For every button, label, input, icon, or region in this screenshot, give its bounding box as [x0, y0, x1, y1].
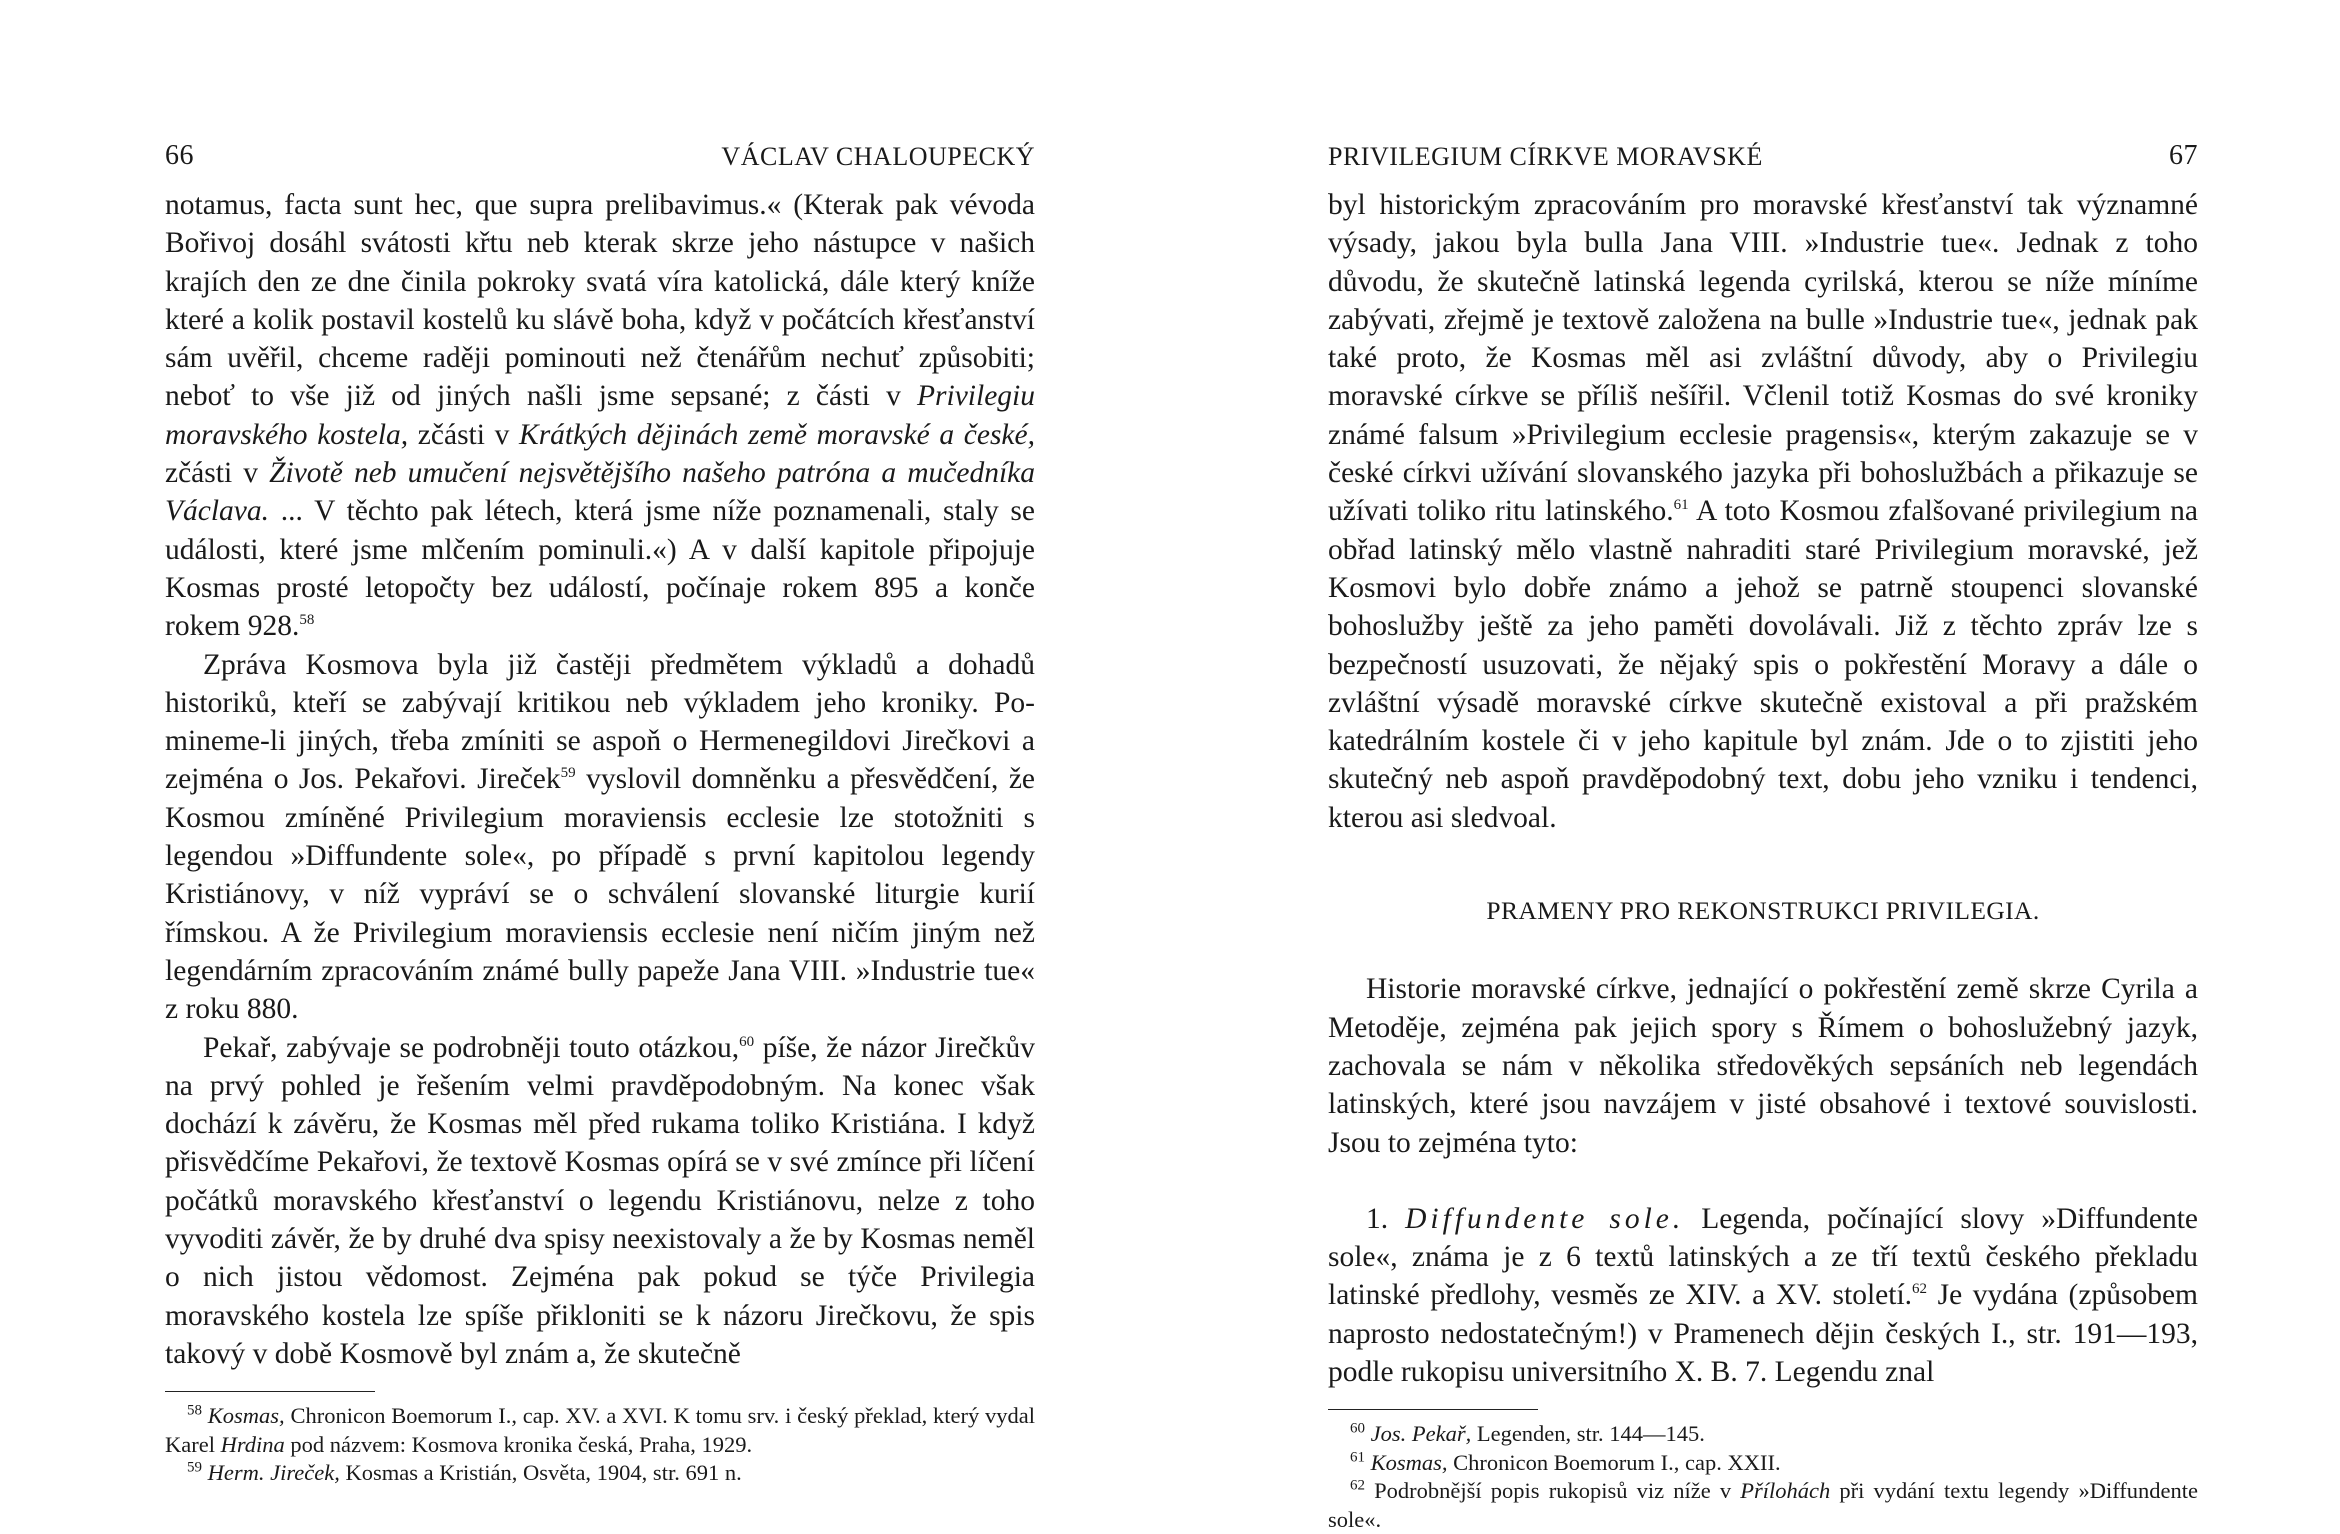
footnote-marker: 58 — [299, 612, 315, 629]
footnote-marker: 61 — [1350, 1449, 1365, 1466]
italic-text: Přílohách — [1740, 1478, 1831, 1504]
italic-text: Krátkých dějinách země moravské a české, — [519, 418, 1035, 451]
text-run: notamus, facta sunt hec, que supra prelibavimus.« (Kterak pak vévoda Bořivoj dosáhl svátosti křtu neb kterak skrze jeho nástupce v našich krajích den ze dne činila pokroky svatá víra katolická, dále který kníže které a kolik postavil kostelů ku slávě boha, když v počátcích křesťanství sám uvěřil, chceme raději pominouti než čtenářům nechuť způsobiti; neboť to vše již od jiných našli jsme sepsané; z části v — [165, 189, 1035, 413]
footnote — [1328, 1449, 2198, 1478]
running-head — [165, 140, 1035, 180]
paragraph — [1328, 1200, 2198, 1391]
text-run: Pekař, zabývaje se podrobněji touto otázkou, — [203, 1031, 740, 1064]
text-run: Zpráva Kosmova byla již častěji předmětem výkladů a dohadů historiků, kteří se zabývají kritikou neb výkladem jeho kroniky. Pomineme-li jiných, třeba zmíniti se aspoň o Hermenegildovi Jirečkovi a zejména o Jos. Pekařovi. Jireček — [165, 648, 1035, 796]
footnotes — [165, 1402, 1035, 1488]
footnote-marker: 58 — [187, 1402, 202, 1419]
running-head — [1328, 140, 2198, 180]
text-run: vyslovil domněnku a přesvědčení, že Kosmou zmíněné Privilegium moraviensis ecclesie lze stotožniti s legendou »Diffundente sole«, po případě s první kapitolou legendy Kristiánovy, v níž vypráví se o schválení slovanské liturgie kurií římskou. A že Privilegium moraviensis ecclesie není ničím jiným než legendárním zpracováním známé bully papeže Jana VIII. »Industrie tue« z roku 880. — [165, 763, 1036, 1026]
text-run: Legenda, počínající slovy »Diffundente sole«, známa je z 6 textů latinských a ze tří textů českého překladu latinské předlohy, vesměs ze XIV. a XV. století. — [1328, 1202, 2199, 1312]
text-run: Chronicon Boemorum I., cap. XV. a XVI. K tomu srv. i český překlad, který vydal Karel — [165, 1403, 1035, 1457]
right-page — [1170, 0, 2340, 1532]
right-page-content — [1328, 140, 2198, 1534]
body-text — [1328, 186, 2198, 1391]
text-run: Historie moravské církve, jednající o pokřestění země skrze Cyrila a Metoděje, zejména pak jejich spory s Římem o bohoslužebný jazyk, zachovala se nám v několika středověkých sepsáních neb legendách latinských, které jsou navzájem v jisté obsahové i textové souvislosti. Jsou to zejména tyto: — [1328, 973, 2198, 1159]
footnote-marker: 60 — [739, 1033, 755, 1050]
text-run: Legenden, str. 144—145. — [1471, 1421, 1705, 1447]
text-run: A toto Kosmou zfalšované privilegium na obřad latinský mělo vlastně nahraditi staré Privilegium moravské, jež Kosmovi bylo dobře známo a jehož se patrně stoupenci slovanské bohoslužby ještě za jeho paměti dovolávali. Již z těchto zpráv lze s bezpečností usuzovati, že nějaký spis o pokřestění Moravy a dále o zvláštní výsadě moravské církve skutečně existoval a při pražském katedrálním kostele či v jeho kapitule byl znám. Jde o to zjistiti jeho skutečný neb aspoň pravděpodobný text, dobu jeho vzniku i tendenci, kterou asi sledvoal. — [1328, 495, 2198, 834]
italic-text: Životě neb umučení nejsvětějšího našeho patróna a mučedníka Václava. — [165, 457, 1035, 528]
footnote-marker: 59 — [187, 1459, 202, 1476]
text-run: píše, že názor Jirečkův na prvý pohled je řešením velmi pravděpodobným. Na konec však dochází k závěru, že Kosmas měl před rukama toliko Kristiána. I když přisvědčíme Pekařovi, že textově Kosmas opírá se v své zmínce při líčení počátků moravského křesťanství o legendu Kristiánovu, nelze z toho vyvoditi závěr, že by druhé dva spisy neexistovaly a že by Kosmas neměl o nich jistou vědomost. Zejména pak pokud se týče Privilegia moravského kostela lze spíše přikloniti se k názoru Jirečkovu, že spis takový v době Kosmově byl znám a, že skutečně — [165, 1031, 1036, 1370]
paragraph-spacer — [1328, 1162, 2198, 1200]
footnote-marker: 60 — [1350, 1420, 1365, 1437]
text-run: Chronicon Boemorum I., cap. XXII. — [1447, 1449, 1781, 1475]
footnote-marker: 62 — [1912, 1281, 1928, 1298]
left-page-content — [165, 140, 1035, 1488]
footnote — [165, 1459, 1035, 1488]
text-run: Je vydána (způsobem naprosto nedostatečným!) v Pramenech dějin českých I., str. 191—193, podle rukopisu universitního X. B. 7. Legendu znal — [1328, 1279, 2198, 1389]
footnote-marker: 61 — [1673, 497, 1689, 514]
footnote-marker: 59 — [560, 765, 576, 782]
italic-text: Kosmas, — [207, 1403, 285, 1429]
text-run: Kosmas a Kristián, Osvěta, 1904, str. 691 n. — [339, 1460, 742, 1486]
footnote — [1328, 1420, 2198, 1449]
running-head-title: PRIVILEGIUM CÍRKVE MORAVSKÉ — [1328, 142, 1763, 171]
section-heading: PRAMENY PRO REKONSTRUKCI PRIVILEGIA. — [1486, 896, 2040, 926]
footnotes — [1328, 1420, 2198, 1534]
text-run: při vydání textu legendy »Diffundente sole«. — [1328, 1478, 2198, 1532]
footnote-rule — [1328, 1409, 1538, 1410]
footnote — [165, 1402, 1035, 1459]
italic-text: Privilegiu moravského kostela, — [165, 380, 1035, 451]
page-number: 66 — [165, 140, 194, 171]
text-run: 1. — [1366, 1202, 1406, 1235]
text-run: byl historickým zpracováním pro moravské křesťanství tak významné výsady, jakou byla bulla Jana VIII. »Industrie tue«. Jednak z toho důvodu, že skutečně latinská legenda cyrilská, kterou se níže míníme zabývati, zřejmě je textově založena na bulle »Industrie tue«, jednak pak také proto, že Kosmas měl asi zvláštní důvody, aby o Privilegiu moravské církve se příliš nešířil. Včlenil totiž Kosmas do své kroniky známé falsum »Privilegium ecclesie pragensis«, kterým zakazuje se v české církvi užívání slovanského jazyka při bohoslužbách a přikazuje se užívati toliko ritu latinského. — [1328, 189, 2198, 528]
text-run: zčásti v — [408, 418, 520, 451]
italic-text: Kosmas, — [1370, 1449, 1448, 1475]
paragraph — [1328, 186, 2198, 837]
paragraph — [165, 186, 1035, 646]
paragraph — [165, 646, 1035, 1029]
body-text — [165, 186, 1035, 1373]
text-run: zčásti v — [165, 457, 270, 490]
page-number: 67 — [2169, 140, 2198, 171]
text-run: pod názvem: Kosmova kronika česká, Praha, 1929. — [284, 1431, 753, 1457]
text-run: ... V těchto pak létech, která jsme níže poznamenali, staly se události, které jsme mlčením pominuli.«) A v další kapitole připojuje Kosmas prosté letopočty bez událostí, počínaje rokem 895 a konče rokem 928. — [165, 495, 1035, 643]
paragraph — [165, 1029, 1035, 1374]
running-head-title: VÁCLAV CHALOUPECKÝ — [721, 142, 1035, 171]
footnote-rule — [165, 1391, 375, 1392]
text-run: Podrobnější popis rukopisů viz níže v — [1365, 1478, 1741, 1504]
italic-text: Hrdina — [220, 1431, 285, 1457]
italic-text: Herm. Jireček, — [207, 1460, 340, 1486]
paragraph — [1328, 970, 2198, 1161]
left-page — [0, 0, 1170, 1500]
spaced-title: Diffundente sole. — [1405, 1202, 1685, 1235]
footnote — [1328, 1477, 2198, 1534]
footnote-marker: 62 — [1350, 1477, 1365, 1494]
italic-text: Jos. Pekař, — [1370, 1421, 1472, 1447]
